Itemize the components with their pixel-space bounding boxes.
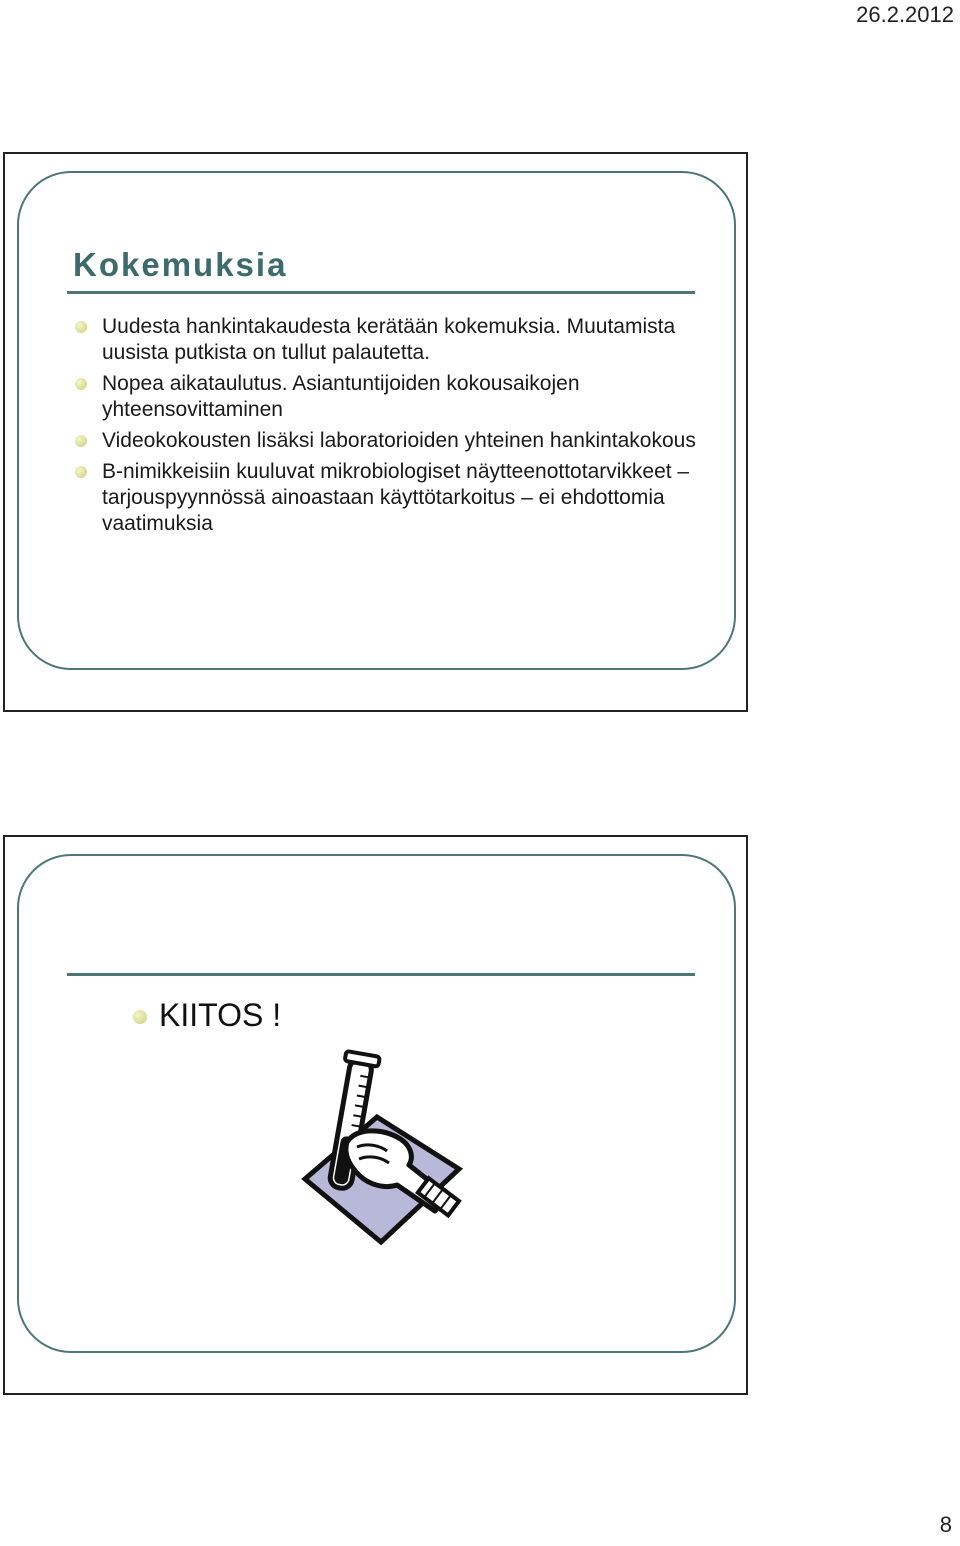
bullet-item bbox=[75, 428, 715, 454]
title-underline bbox=[67, 291, 695, 294]
page-number: 8 bbox=[939, 1512, 952, 1537]
test-tube-hand-icon bbox=[297, 1047, 467, 1247]
bullet-dot-icon bbox=[133, 1010, 147, 1024]
bullet-text: Nopea aikataulutus. Asiantuntijoiden kokousaikojen yhteensovittaminen bbox=[102, 372, 580, 421]
kiitos-bullet bbox=[133, 997, 281, 1034]
bullet-list bbox=[75, 314, 715, 542]
bullet-item bbox=[75, 314, 715, 366]
slide-kokemuksia bbox=[3, 152, 748, 712]
slide-kiitos bbox=[3, 835, 748, 1395]
bullet-item bbox=[75, 371, 715, 423]
bullet-dot-icon bbox=[75, 466, 87, 478]
bullet-dot-icon bbox=[75, 378, 87, 390]
bullet-text: B-nimikkeisiin kuuluvat mikrobiologiset näytteenottotarvikkeet – tarjouspyynnössä ainoastaan käyttötarkoitus – ei ehdottomia vaatimuksia bbox=[102, 460, 690, 535]
bullet-item bbox=[75, 459, 715, 537]
bullet-text: Uudesta hankintakaudesta kerätään kokemuksia. Muutamista uusista putkista on tullut palautetta. bbox=[102, 315, 676, 364]
date-header: 26.2.2012 bbox=[856, 2, 954, 27]
slide-title: Kokemuksia bbox=[73, 246, 288, 283]
bullet-text: Videokokousten lisäksi laboratorioiden yhteinen hankintakokous bbox=[102, 429, 696, 452]
kiitos-text: KIITOS ! bbox=[159, 997, 282, 1033]
bullet-dot-icon bbox=[75, 435, 87, 447]
title-underline bbox=[67, 973, 695, 976]
bullet-dot-icon bbox=[75, 321, 87, 333]
